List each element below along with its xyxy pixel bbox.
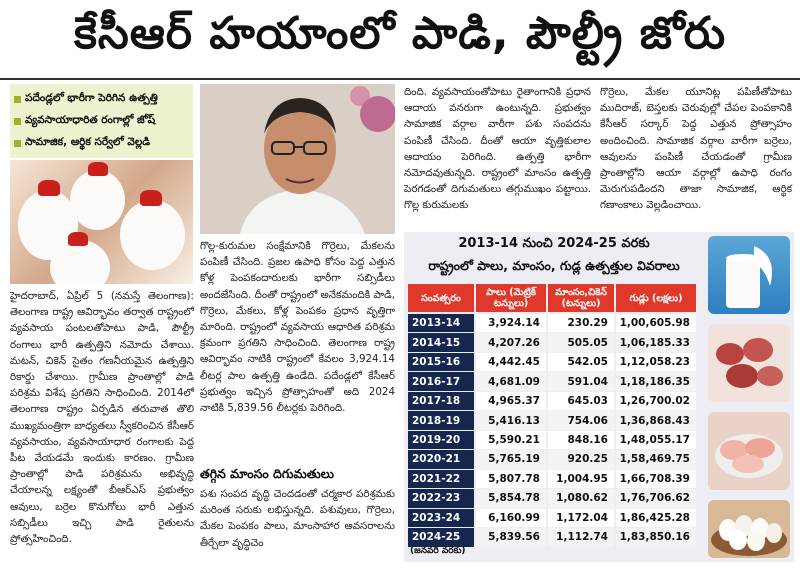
header-milk: పాలు (మెట్రిక్ టన్నులు) <box>476 284 546 312</box>
milk-cell: 5,590.21 <box>476 431 546 449</box>
headline: కేసీఆర్ హయాంలో పాడి, పౌల్ట్రీ జోరు <box>0 0 800 80</box>
year-cell: 2018-19 <box>408 411 474 429</box>
eggs-cell: 1,36,868.43 <box>616 411 696 429</box>
table-subtitle: రాష్ట్రంలో పాలు, మాంసం, గుడ్ల ఉత్పత్తుల వివరాలు <box>428 258 680 273</box>
header-eggs: గుడ్లు (లక్షలు) <box>616 284 696 312</box>
table-title: 2013-14 నుంచి 2024-25 వరకు <box>458 236 650 251</box>
meat-cell: 1,004.95 <box>548 470 614 488</box>
eggs-cell: 1,26,700.02 <box>616 392 696 410</box>
milk-cell: 6,160.99 <box>476 509 546 527</box>
header-meat: మాంసం,చికెన్ (టన్నులు) <box>548 284 614 312</box>
subheading: తగ్గిన మాంసం దిగుమతులు <box>200 466 334 481</box>
article-column-4: గొర్రెలు, మేకల యూనిట్ల పపిణీతోపాటు ముదిరాజ్, బెస్తలకు చెరువుల్లో చేపల పెంపకానికి కేసీఆర్ సర్కార్ పెద్ద ఎత్తున ప్రోత్సాహం అందించింది. సామాజిక వర్గాల వారీగా బర్రెలు, ఆవులను పంపిణీ చేయడంతో గ్రామీణ ప్రాంతాల్లోని ఆయా వర్గాల్లో ఉపాధి రంగం మెరుగుపడిందని తాజా సామాజిక, ఆర్థిక గణాంకాలు వెల్లడించాయి. <box>600 86 792 212</box>
year-cell: 2020-21 <box>408 450 474 468</box>
article-column-2: గొల్ల-కురుమల సంక్షేమానికి గొర్రెలు, మేకలను పంపిణీ చేసింది. ప్రజల ఉపాధి కోసం పెద్ద ఎత్తున కోళ్ల పెంపకందారులకు భారీగా సబ్సిడీలు అందజేసింది. దీంతో రాష్ట్రంలో అనేకమందికి పాడి, గొర్రెలు, మేకలు, కోళ్ల పెంపకం ప్రధాన వృత్తిగా మారింది. రాష్ట్రంలో వ్యవసాయ ఆధారిత పరిశ్రమ క్రమంగా ప్రగతిని సాధించింది. తెలంగాణ రాష్ట్ర ఆవిర్భావం నాటికి రాష్ట్రంలో కేవలం 3,924.14 లీటర్ల పాల ఉత్పత్తి ఉండేది. పదేండ్లలో కేసీఆర్ ప్రభుత్వం ఇచ్చిన ప్రోత్సాహంతో అది 2024 నాటికి 5,839.56 లీటర్లకు పెరిగింది. <box>200 240 395 415</box>
milk-cell: 5,807.78 <box>476 470 546 488</box>
highlight-item: వ్యవసాయాధారిత రంగాల్లో జోష్ <box>14 110 189 132</box>
milk-cell: 5,839.56 <box>476 528 546 546</box>
article-column-3: దింది. వ్యవసాయంతోపాటు రైతాంగానికి ప్రధాన ఆదాయ వనరుగా ఉంటున్నది. ప్రభుత్వం సామాజిక వర్గాల వారీగా పశు సంపదను పంపిణీ చేసింది. దీంతో ఆయా వృత్తికులాల ఆదాయం పెరిగింది. ఉత్పత్తి భారీగా నమోదవుతున్నది. రాష్ట్రంలో మాంసం ఉత్పత్తి పెరగడంతో దిగుమతులు తగ్గుముఖం పట్టాయి. గొల్ల కురుమలకు <box>404 86 591 212</box>
milk-cell: 5,416.13 <box>476 411 546 429</box>
milk-cell: 3,924.14 <box>476 314 546 332</box>
eggs-cell: 1,06,185.33 <box>616 333 696 351</box>
meat-cell: 645.03 <box>548 392 614 410</box>
eggs-cell: 1,12,058.23 <box>616 353 696 371</box>
meat-cell: 230.29 <box>548 314 614 332</box>
table-row <box>408 489 700 507</box>
table-row <box>408 431 700 449</box>
milk-photo <box>708 236 790 314</box>
year-cell: 2016-17 <box>408 372 474 390</box>
eggs-cell: 1,48,055.17 <box>616 431 696 449</box>
year-cell: 2015-16 <box>408 353 474 371</box>
eggs-cell: 1,18,186.35 <box>616 372 696 390</box>
highlight-item: పదేండ్లలో భారీగా పెరిగిన ఉత్పత్తి <box>14 88 189 110</box>
table-row <box>408 411 700 429</box>
year-cell: 2024-25 <box>408 528 474 546</box>
meat-cell: 542.05 <box>548 353 614 371</box>
highlight-item: సామాజిక, ఆర్థిక సర్వేలో వెల్లడి <box>14 132 189 154</box>
eggs-cell: 1,76,706.62 <box>616 489 696 507</box>
year-cell: 2014-15 <box>408 333 474 351</box>
table-row <box>408 450 700 468</box>
eggs-cell: 1,58,469.75 <box>616 450 696 468</box>
table-header-row <box>408 284 700 312</box>
hens-photo <box>10 160 193 284</box>
meat-cell: 591.04 <box>548 372 614 390</box>
article-column-1: హైదరాబాద్, ఏప్రిల్ 5 (నమస్తే తెలంగాణ): తెలంగాణ రాష్ట్ర ఆవిర్భావం తర్వాత రాష్ట్రంలో వ్యవసాయ పంటలతోపాటు పాడి, పౌల్ట్రీ రంగాలు భారీ ఉత్పత్తిని నమోదు చేశాయి. మటన్, చికెన్ సైతం గణనీయమైన ఉత్పత్తిని రికార్డు చేశాయి. గ్రామీణ ప్రాంతాల్లో పాడి పరిశ్రమ విశేష ప్రగతిని సాధించింది. 2014లో తెలంగాణ రాష్ట్రం ఏర్పడిన తరువాత తొలి ముఖ్యమంత్రిగా బాధ్యతలు స్వీకరించిన కేసీఆర్ వ్యవసాయం, వ్యవసాయాధార రంగాలకు పెద్ద పీట వేయడమే ఇందుకు కారణం. గ్రామీణ ప్రాంతాల్లో పాడి పరిశ్రమను అభివృద్ధి చేయాలన్న లక్ష్యంతో బీఆర్ఎస్ ప్రభుత్వం ఆవులు, బర్రెల కొనుగోలు భారీ ఎత్తున సబ్సిడీలు ఇచ్చి పాడి రైతులను ప్రోత్సహించింది. <box>10 290 194 546</box>
eggs-cell: 1,00,605.98 <box>616 314 696 332</box>
eggs-cell: 1,83,850.16 <box>616 528 696 546</box>
milk-cell: 4,207.26 <box>476 333 546 351</box>
table-row <box>408 333 700 351</box>
year-cell: 2013-14 <box>408 314 474 332</box>
eggs-photo <box>708 500 790 558</box>
table-row <box>408 470 700 488</box>
product-images <box>704 232 794 562</box>
bullet-square-icon <box>14 140 21 147</box>
production-table <box>404 232 704 562</box>
chicken-photo <box>708 412 790 490</box>
milk-cell: 4,681.09 <box>476 372 546 390</box>
year-cell: 2022-23 <box>408 489 474 507</box>
meat-cell: 848.16 <box>548 431 614 449</box>
year-cell: 2017-18 <box>408 392 474 410</box>
eggs-cell: 1,66,708.39 <box>616 470 696 488</box>
table-row <box>408 372 700 390</box>
meat-cell: 754.06 <box>548 411 614 429</box>
header-year: సంవత్సరం <box>408 284 474 312</box>
table-row <box>408 392 700 410</box>
milk-cell: 4,965.37 <box>476 392 546 410</box>
table-row <box>408 353 700 371</box>
portrait-illustration <box>200 84 395 234</box>
milk-cell: 4,442.45 <box>476 353 546 371</box>
year-cell: 2023-24 <box>408 509 474 527</box>
bullet-square-icon <box>14 118 21 125</box>
milk-cell: 5,765.19 <box>476 450 546 468</box>
meat-cell: 920.25 <box>548 450 614 468</box>
milk-cell: 5,854.78 <box>476 489 546 507</box>
year-cell: 2021-22 <box>408 470 474 488</box>
meat-cell: 505.05 <box>548 333 614 351</box>
article-column-2b: పశు సంపద వృద్ధి చెందడంతో చర్మకార పరిశ్రమకు మరింత సరుకు లభిస్తున్నది. పశువులు, గొర్రెలు, మేకల పెంపకం పాలు, మాంసాహార అవసరాలను తీర్చేలా వృద్ధిచెం <box>200 488 395 549</box>
meat-photo <box>708 324 790 402</box>
year-cell: 2019-20 <box>408 431 474 449</box>
table-row <box>408 314 700 332</box>
meat-cell: 1,080.62 <box>548 489 614 507</box>
highlights-box <box>10 84 193 158</box>
bullet-square-icon <box>14 96 21 103</box>
table-body <box>408 314 700 548</box>
meat-cell: 1,112.74 <box>548 528 614 546</box>
kcr-photo <box>200 84 395 234</box>
table-note: (జనవరి వరకు) <box>410 546 466 556</box>
meat-cell: 1,172.04 <box>548 509 614 527</box>
table-row <box>408 528 700 546</box>
eggs-cell: 1,86,425.28 <box>616 509 696 527</box>
table-row <box>408 509 700 527</box>
